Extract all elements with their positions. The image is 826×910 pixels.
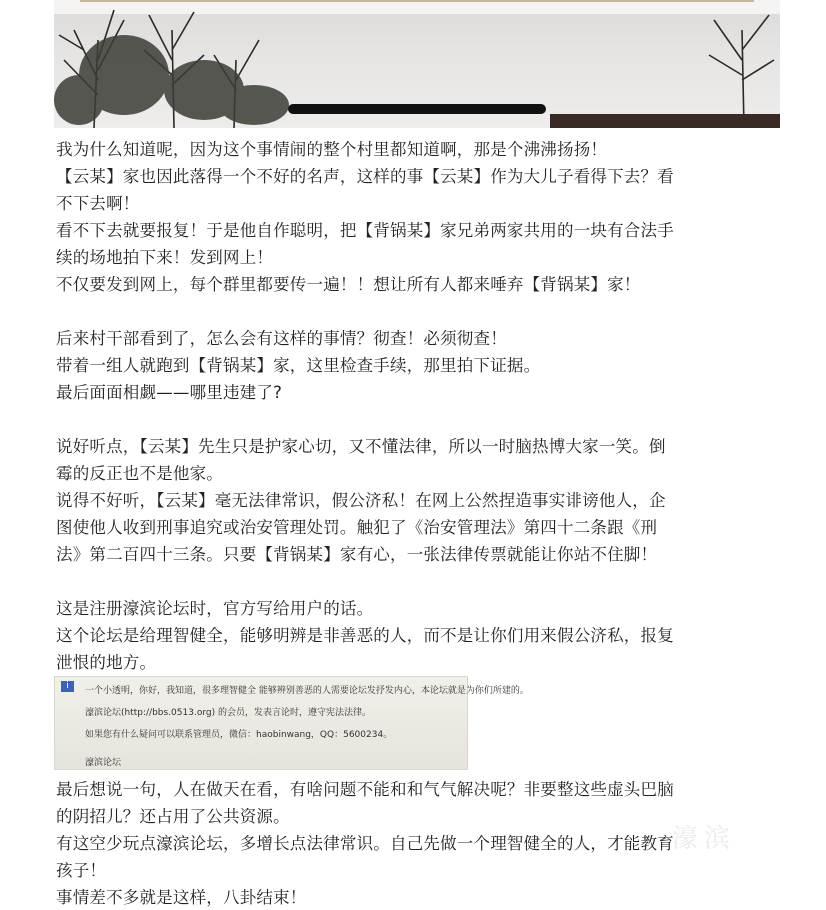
notice-line: 濠滨论坛(http://bbs.0513.org) 的会员，发表言论时，遵守宪法法律。 [85,708,371,718]
paragraph-line: 续的场地拍下来！发到网上！ [56,248,274,267]
watermark: 濠滨 [672,824,737,854]
header-photo [54,0,780,128]
paragraph-line: 后来村干部看到了，怎么会有这样的事情？彻查！必须彻查！ [56,329,507,348]
paragraph-line: 法》第二百四十三条。只要【背锅某】家有心，一张法律传票就能让你站不住脚！ [56,545,658,564]
scroll-handle[interactable] [288,104,546,114]
paragraph-line: 有这空少玩点濠滨论坛，多增长点法律常识。自己先做一个理智健全的人，才能教育 [56,834,674,853]
paragraph-line: 看不下去就要报复！于是他自作聪明，把【背锅某】家兄弟两家共用的一块有合法手 [56,221,674,240]
paragraph-line: 【云某】家也因此落得一个不好的名声，这样的事【云某】作为大儿子看得下去？看 [56,167,674,186]
notice-line: 濠滨论坛 [85,758,122,768]
paragraph-line: 最后想说一句，人在做天在看，有啥问题不能和和气气解决呢？非要整这些虚头巴脑 [56,780,674,799]
building-roof [550,114,780,128]
paragraph-line: 带着一组人就跑到【背锅某】家，这里检查手续，那里拍下证据。 [56,356,541,375]
info-icon: i [61,681,74,692]
paragraph-line: 说好听点，【云某】先生只是护家心切，又不懂法律，所以一时脑热博大家一笑。倒 [56,437,666,456]
paragraph-line: 图使他人收到刑事追究或治安管理处罚。触犯了《治安管理法》第四十二条跟《刑 [56,518,658,537]
paragraph-line: 霉的反正也不是他家。 [56,464,223,483]
paragraph-line: 事情差不多就是这样，八卦结束！ [56,888,307,907]
forum-notice-screenshot [54,676,529,770]
paragraph-line: 不下去啊！ [56,194,140,213]
paragraph-line: 这个论坛是给理智健全，能够明辨是非善恶的人，而不是让你们用来假公济私，报复 [56,626,674,645]
paragraph-line: 最后面面相觑——哪里违建了? [56,383,283,402]
notice-line: 一个小透明，你好，我知道，很多理智健全 能够辨别善恶的人需要论坛发抒发内心，本论坛就是为你们所建的。 [85,686,529,696]
paragraph-line: 说得不好听，【云某】毫无法律常识，假公济私！在网上公然捏造事实诽谤他人，企 [56,491,666,510]
notice-line: 如果您有什么疑问可以联系管理员，微信：haobinwang，QQ：5600234。 [85,730,393,740]
paragraph-line: 这是注册濠滨论坛时，官方写给用户的话。 [56,599,374,618]
paragraph-line: 泄恨的地方。 [56,653,157,672]
paragraph-line: 孩子！ [56,861,107,880]
paragraph-line: 不仅要发到网上，每个群里都要传一遍！！想让所有人都来唾弃【背锅某】家！ [56,275,641,294]
paragraph-line: 的阴招儿？还占用了公共资源。 [56,807,290,826]
paragraph-line: 我为什么知道呢，因为这个事情闹的整个村里都知道啊，那是个沸沸扬扬！ [56,140,608,159]
